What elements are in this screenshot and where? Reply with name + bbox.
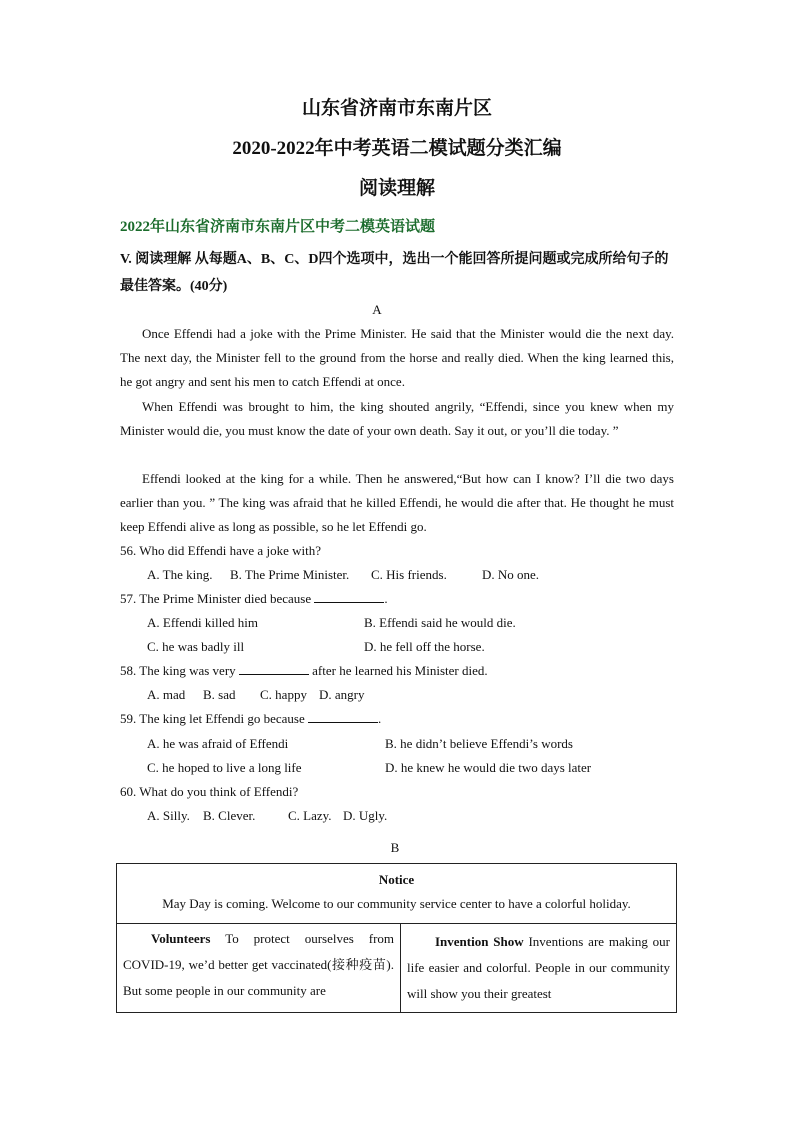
question-56-stem: 56. Who did Effendi have a joke with? <box>120 543 321 558</box>
passage-a-paragraph: When Effendi was brought to him, the king shouted angrily, “Effendi, since you knew when my Minister would die, you must know the date of your own death. Say it out, or you’ll die today. ” <box>120 399 674 438</box>
title-line-2: 2020-2022年中考英语二模试题分类汇编 <box>232 138 562 159</box>
question-59-stem <box>120 707 381 731</box>
passage-a-letter: A <box>372 302 382 317</box>
question-58-option-c: C. happy <box>260 687 307 702</box>
passage-a-paragraph: Once Effendi had a joke with the Prime Minister. He said that the Minister would die the next day. The next day, the Minister fell to the ground from the horse and really died. When the king learned this, he got angry and sent his men to catch Effendi at once. <box>120 326 674 389</box>
volunteers-text: To protect ourselves from COVID-19, we’d better get vaccinated(接种疫苗). But some people in our community are <box>123 931 395 998</box>
answer-blank <box>308 708 378 723</box>
question-60-stem: 60. What do you think of Effendi? <box>120 784 299 799</box>
invention-show-cell <box>401 924 676 1013</box>
passage-a-paragraph: Effendi looked at the king for a while. Then he answered,“But how can I know? I’ll die two days earlier than you. ” The king was afraid that he killed Effendi, he would die after that. He thought he must keep Effendi alive as long as possible, so he let Effendi go. <box>120 471 674 534</box>
notice-subtitle: May Day is coming. Welcome to our community service center to have a colorful holiday. <box>162 896 631 911</box>
question-59-stem-end: . <box>377 711 382 726</box>
question-57-option-c: C. he was badly ill <box>147 639 245 654</box>
question-60-option-a: A. Silly. <box>147 808 190 823</box>
question-58-option-d: D. angry <box>319 687 365 702</box>
section-heading: 2022年山东省济南市东南片区中考二模英语试题 <box>120 219 436 235</box>
question-58-stem-text: 58. The king was very <box>120 663 236 678</box>
notice-header-cell <box>117 864 676 924</box>
question-57-stem-end: . <box>384 591 388 606</box>
notice-table <box>116 863 677 1013</box>
question-57-option-a: A. Effendi killed him <box>147 615 258 630</box>
question-57-option-b: B. Effendi said he would die. <box>364 615 516 630</box>
notice-title: Notice <box>378 872 415 887</box>
title-line-3: 阅读理解 <box>358 178 435 199</box>
answer-blank <box>314 588 384 603</box>
passage-b-letter: B <box>390 840 400 855</box>
question-60-option-c: C. Lazy. <box>288 808 332 823</box>
invention-show-text: Inventions are making our life easier and colorful. People in our community will show you their greatest <box>407 934 671 1001</box>
question-59-stem-text: 59. The king let Effendi go because <box>120 711 305 726</box>
answer-blank <box>239 660 309 675</box>
question-58-option-a: A. mad <box>147 687 186 702</box>
question-60-option-d: D. Ugly. <box>343 808 388 823</box>
section-instruction: V. 阅读理解 从每题A、B、C、D四个选项中，选出一个能回答所提问题或完成所给句子的最佳答案。(40分) <box>120 252 669 294</box>
question-59-option-a: A. he was afraid of Effendi <box>147 736 289 751</box>
question-59-option-b: B. he didn’t believe Effendi’s words <box>385 736 573 751</box>
invention-show-heading: Invention Show <box>435 934 524 949</box>
volunteers-heading: Volunteers <box>151 931 211 946</box>
title-line-1: 山东省济南市东南片区 <box>301 98 492 119</box>
question-58-stem-end: after he learned his Minister died. <box>312 663 488 678</box>
question-60-option-b: B. Clever. <box>203 808 256 823</box>
question-59-option-c: C. he hoped to live a long life <box>147 760 302 775</box>
question-58-option-b: B. sad <box>203 687 236 702</box>
question-56-option-b: B. The Prime Minister. <box>230 567 350 582</box>
question-56-option-a: A. The king. <box>147 567 213 582</box>
question-56-option-c: C. His friends. <box>371 567 447 582</box>
question-57-stem <box>120 587 388 611</box>
volunteers-cell <box>117 924 401 1013</box>
question-56-option-d: D. No one. <box>482 567 540 582</box>
question-59-option-d: D. he knew he would die two days later <box>385 760 592 775</box>
question-57-option-d: D. he fell off the horse. <box>364 639 485 654</box>
question-58-stem <box>120 659 488 683</box>
question-57-stem-text: 57. The Prime Minister died because <box>120 591 312 606</box>
